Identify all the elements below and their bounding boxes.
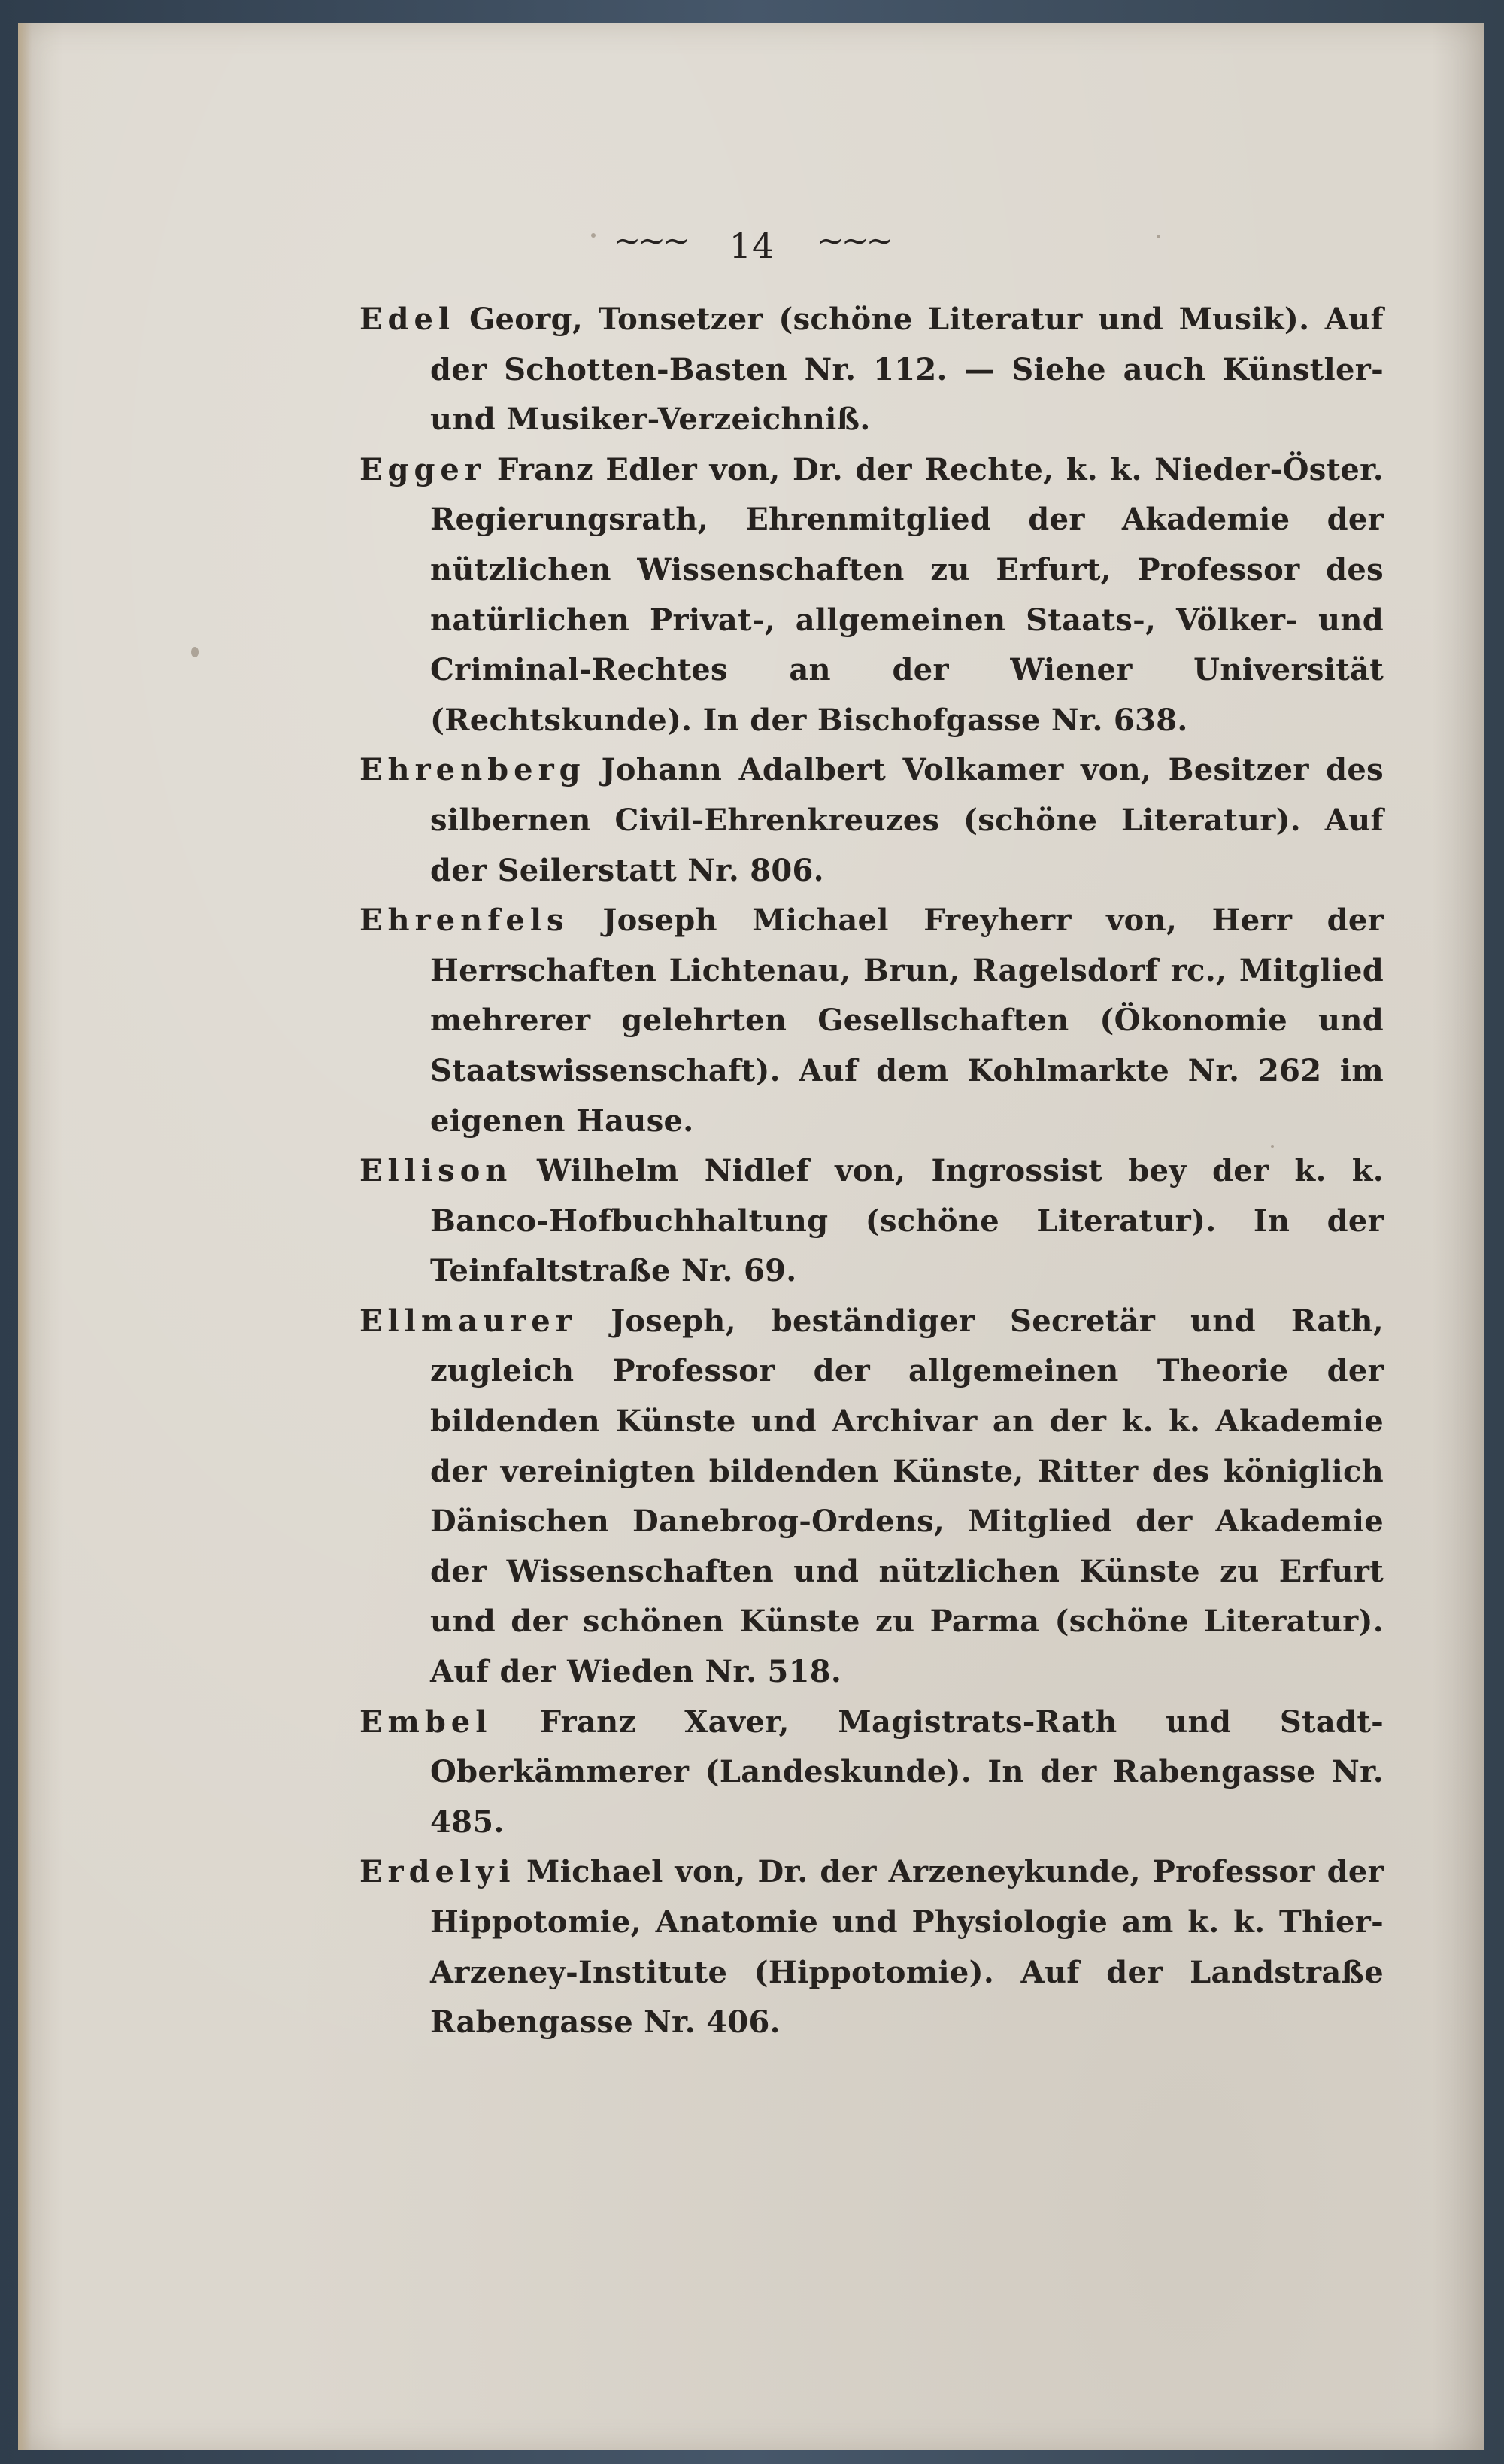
entry-surname: Edel — [359, 302, 456, 337]
entry-surname: Embel — [359, 1704, 493, 1740]
entry-ehrenberg — [359, 745, 1384, 896]
entry-ehrenfels — [359, 896, 1384, 1146]
entry-surname: Erdelyi — [359, 1854, 516, 1890]
entry-surname: Egger — [359, 451, 486, 487]
entry-text: Georg, Tonsetzer (schöne Literatur und Musik). Auf der Schotten-Basten Nr. 112. — Siehe auch Künstler- und Musiker-Verzeichniß. — [430, 302, 1384, 438]
paper-speck — [191, 647, 199, 657]
entry-text: Johann Adalbert Volkamer von, Besitzer des silbernen Civil-Ehrenkreuzes (schöne Literatur). Auf der Seilerstatt Nr. 806. — [430, 752, 1384, 888]
entry-surname: Ehrenberg — [359, 752, 586, 788]
page-header — [0, 222, 1504, 266]
entry-surname: Ehrenfels — [359, 903, 569, 939]
entry-egger — [359, 445, 1384, 746]
header-ornament-right: ~~~ — [816, 222, 891, 260]
directory-entries — [359, 295, 1384, 2048]
entry-text: Franz Xaver, Magistrats-Rath und Stadt-Oberkämmerer (Landeskunde). In der Rabengasse Nr. 485. — [430, 1704, 1384, 1840]
entry-text: Michael von, Dr. der Arzeneykunde, Professor der Hippotomie, Anatomie und Physiologie am k. k. Thier-Arzeney-Institute (Hippotomie). Auf der Landstraße Rabengasse Nr. 406. — [430, 1854, 1384, 2041]
header-ornament-left: ~~~ — [613, 222, 688, 260]
entry-text: Joseph, beständiger Secretär und Rath, zugleich Professor der allgemeinen Theorie der bildenden Künste und Archivar an der k. k. Akademie der vereinigten bildenden Künste, Ritter des königlich Dänischen Danebrog-Ordens, Mitglied der Akademie der Wissenschaften und nützlichen Künste zu Erfurt und der schönen Künste zu Parma (schöne Literatur). Auf der Wieden Nr. 518. — [430, 1303, 1384, 1690]
entry-text: Wilhelm Nidlef von, Ingrossist bey der k. k. Banco-Hofbuchhaltung (schöne Literatur). In der Teinfaltstraße Nr. 69. — [430, 1153, 1384, 1289]
entry-surname: Ellmaurer — [359, 1303, 577, 1339]
entry-text: Joseph Michael Freyherr von, Herr der Herrschaften Lichtenau, Brun, Ragelsdorf rc., Mitglied mehrerer gelehrten Gesellschaften (Ökonomie und Staatswissenschaft). Auf dem Kohlmarkte Nr. 262 im eigenen Hause. — [430, 903, 1384, 1139]
entry-edel — [359, 295, 1384, 445]
entry-ellmaurer — [359, 1297, 1384, 1698]
page-number: 14 — [729, 226, 775, 266]
entry-ellison — [359, 1146, 1384, 1297]
entry-text: Franz Edler von, Dr. der Rechte, k. k. Nieder-Öster. Regierungsrath, Ehrenmitglied der Akademie der nützlichen Wissenschaften zu Erfurt, Professor des natürlichen Privat-, allgemeinen Staats-, Völker- und Criminal-Rechtes an der Wiener Universität (Rechtskunde). In der Bischofgasse Nr. 638. — [430, 451, 1384, 738]
entry-surname: Ellison — [359, 1153, 513, 1189]
page-binding-shadow — [18, 23, 32, 2450]
entry-erdelyi — [359, 1847, 1384, 2047]
entry-embel — [359, 1698, 1384, 1848]
